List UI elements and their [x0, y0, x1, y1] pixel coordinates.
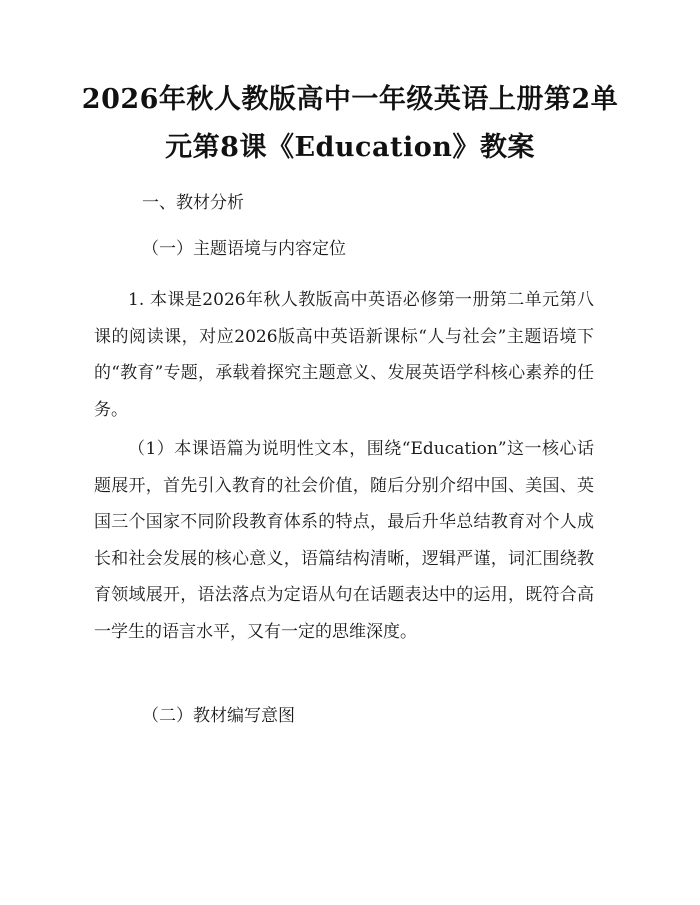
document-title-line-2: 元第8课《Education》教案 — [165, 132, 535, 163]
paragraph-2: （1）本课语篇为说明性文本，围绕“Education”这一核心话题展开，首先引入教育的社会价值，随后分别介绍中国、美国、英国三个国家不同阶段教育体系的特点，最后升华总结教育对个人成长和社会发展的核心意义，语篇结构清晰，逻辑严谨，词汇围绕教育领域展开，语法落点为定语从句在话题表达中的运用，既符合高一学生的语言水平，又有一定的思维深度。 — [94, 439, 594, 642]
subsection-heading-1: （一）主题语境与内容定位 — [142, 239, 346, 259]
paragraph-1: 1. 本课是2026年秋人教版高中英语必修第一册第二单元第八课的阅读课，对应2026版高中英语新课标“人与社会”主题语境下的“教育”专题，承载着探究主题意义、发展英语学科核心素养的任务。 — [94, 290, 594, 420]
section-heading: 一、教材分析 — [142, 193, 244, 213]
subsection-heading-2: （二）教材编写意图 — [142, 706, 295, 726]
document-title-line-1: 2026年秋人教版高中一年级英语上册第2单 — [81, 84, 619, 115]
